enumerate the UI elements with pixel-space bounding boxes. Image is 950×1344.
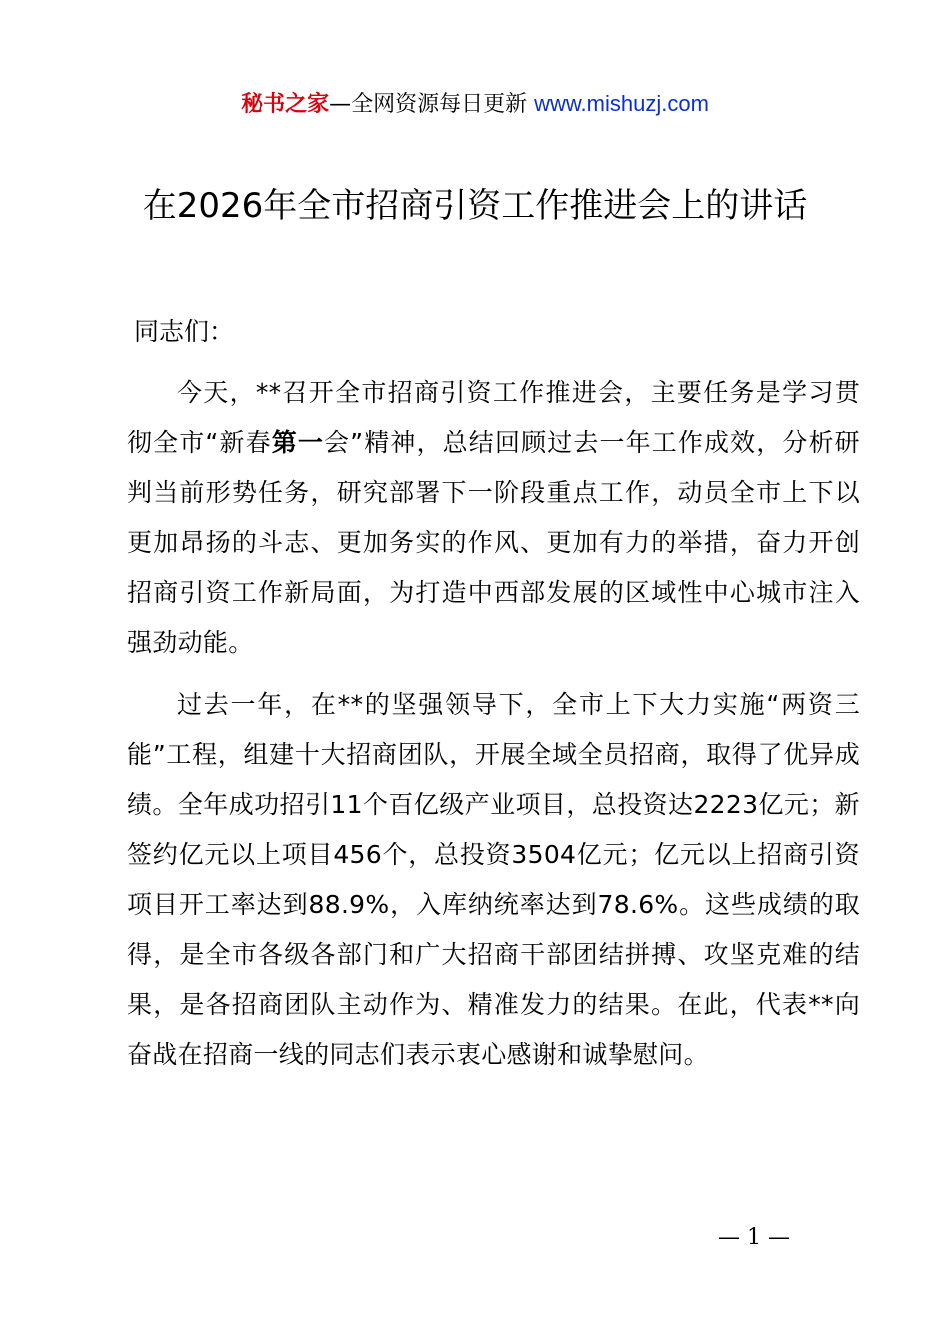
brand-name: 秘书之家 bbox=[241, 92, 330, 117]
salutation: 同志们： bbox=[134, 317, 235, 346]
document-title: 在2026年全市招商引资工作推进会上的讲话 bbox=[142, 186, 808, 226]
site-header bbox=[0, 88, 950, 121]
paragraph-1 bbox=[127, 368, 860, 668]
paragraph-1-text-b: 会”精神，总结回顾过去一年工作成效，分析研判当前形势任务，研究部署下一阶段重点工作，动员全市上下以更加昂扬的斗志、更加务实的作风、更加有力的举措，奋力开创招商引资工作新局面，为打造中西部发展的区域性中心城市注入强劲动能。 bbox=[127, 428, 860, 657]
paragraph-1-text-a: 今天，**召开全市招商引资工作推进会，主要任务是学习贯彻全市“新春 bbox=[127, 378, 860, 457]
site-url-link[interactable]: www.mishuzj.com bbox=[534, 91, 709, 116]
header-tagline: —全网资源每日更新 bbox=[329, 92, 528, 117]
page-number: — 1 — bbox=[718, 1225, 790, 1250]
paragraph-1-bold: 第一 bbox=[271, 428, 325, 457]
paragraph-2: 过去一年，在**的坚强领导下，全市上下大力实施“两资三能”工程，组建十大招商团队，开展全域全员招商，取得了优异成绩。全年成功招引11个百亿级产业项目，总投资达2223亿元；新签约亿元以上项目456个，总投资3504亿元；亿元以上招商引资项目开工率达到88.9%，入库纳统率达到78.6%。这些成绩的取得，是全市各级各部门和广大招商干部团结拼搏、攻坚克难的结果，是各招商团队主动作为、精准发力的结果。在此，代表**向奋战在招商一线的同志们表示衷心感谢和诚挚慰问。 bbox=[127, 690, 860, 1069]
